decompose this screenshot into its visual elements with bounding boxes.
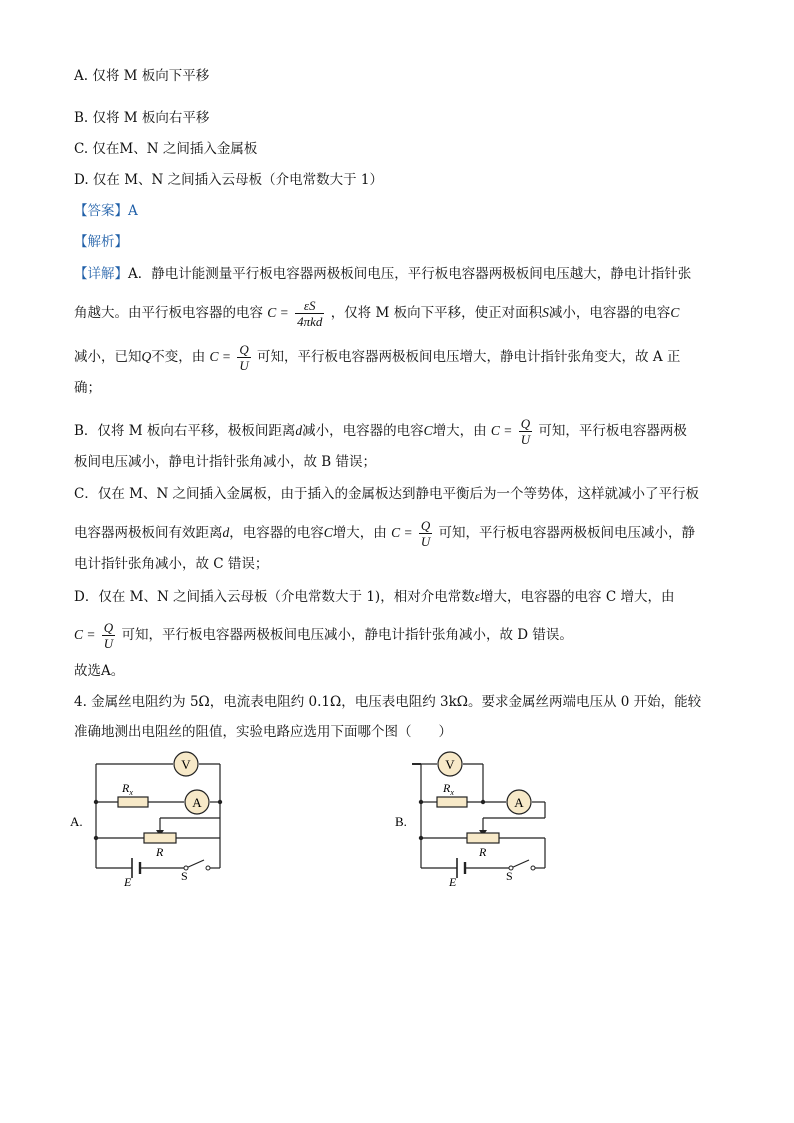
battery-label: E [449,875,457,889]
detail-c-line-3: 电计指针张角减小，故 C 错误； [74,556,269,572]
fraction-numerator: Q [520,416,531,431]
question-4-line-2: 准确地测出电阻丝的阻值，实验电路应选用下面哪个图（ ） [74,724,452,740]
detail-c-line-2 [74,518,695,549]
variable-c: C [670,305,680,320]
capacitance-symbol: C = [391,525,413,540]
detail-d-text-a: D．仅在 M、N 之间插入云母板（介电常数大于 1)，相对介电常数 [74,589,475,605]
detail-c-text-b: ，电容器的电容 [229,525,324,541]
detail-c-line-1: C．仅在 M、N 之间插入金属板，由于插入的金属板达到静电平衡后为一个等势体，这样就减小了平行板 [74,486,700,502]
capacitance-symbol: C = [267,305,289,320]
variable-epsilon: ε [474,589,481,604]
switch-label: S [181,869,188,883]
ammeter-label: A [514,795,524,810]
rheostat-icon [144,833,176,843]
detail-line-4: 确； [74,380,101,396]
detail-d-text-c: 可知，平行板电容器两极板间电压减小，静电计指针张角减小，故 D 错误。 [121,627,573,643]
detail-text-3a: 减小，已知 [74,349,142,365]
option-a: A. 仅将 M 板向下平移 [74,68,210,84]
detail-line-1 [74,264,691,284]
variable-s: S [542,305,549,320]
variable-d: d [295,423,303,438]
detail-d-line-2 [74,620,573,651]
circuit-a-label: A. [70,814,83,829]
detail-text-3b: 不变，由 [151,349,206,365]
variable-q: Q [141,349,152,364]
circuit-b-label: B. [395,814,407,829]
answer-label: 【答案】 [74,203,128,219]
rheostat-label: R [479,845,487,859]
detail-text-1: A．静电计能测量平行板电容器两极板间电压，平行板电容器两极板间电压越大，静电计指针张 [128,266,692,282]
resistor-rx-icon [118,797,148,807]
capacitance-symbol: C = [490,423,513,438]
detail-line-2 [74,298,679,329]
variable-c: C [423,423,433,438]
q-over-u-formula [237,342,250,373]
resistor-rx-icon [437,797,467,807]
detail-b-text-b: 减小，电容器的电容 [302,423,424,439]
fraction-denominator: U [103,636,114,651]
answer-value: A [128,203,138,219]
detail-d-text-b: 增大，电容器的电容 C 增大，由 [480,589,675,605]
fraction-denominator: U [420,534,431,549]
detail-d-line-1 [74,587,674,607]
battery-label: E [124,875,132,889]
fraction-denominator: 4πkd [297,314,323,329]
analysis-label: 【解析】 [74,234,128,250]
voltmeter-label: V [181,757,191,772]
fraction-numerator: εS [295,298,324,314]
q-over-u-formula [519,416,532,447]
detail-text-2c: 减小，电容器的电容 [548,305,671,321]
ammeter-label: A [192,795,202,810]
capacitance-symbol: C = [74,627,96,642]
option-d: D. 仅在 M、N 之间插入云母板（介电常数大于 1） [74,172,384,188]
detail-b-line-1 [74,416,687,447]
resistor-rx-label: $R_x$ [443,781,454,797]
detail-label: 【详解】 [74,266,128,282]
capacitance-symbol: C = [209,349,232,364]
circuit-b [393,748,563,894]
fraction-denominator: U [520,432,531,447]
resistor-rx-label: $R_x$ [122,781,133,797]
detail-b-text-c: 增大，由 [432,423,487,439]
option-c: C. 仅在M、N 之间插入金属板 [74,141,258,157]
variable-c: C [323,525,333,540]
detail-b-text-d: 可知，平行板电容器两极 [538,423,687,439]
detail-line-3 [74,342,680,373]
detail-text-2b: ，仅将 M 板向下平移，使正对面积 [330,305,543,321]
capacitance-formula [295,298,324,329]
voltmeter-label: V [445,757,455,772]
detail-c-text-a: 电容器两极板间有效距离 [74,525,223,541]
answer-line [74,201,138,221]
detail-c-text-c: 增大，由 [332,525,387,541]
detail-b-line-2: 板间电压减小，静电计指针张角减小，故 B 错误； [74,454,377,470]
circuit-a [68,748,238,894]
rheostat-label: R [156,845,164,859]
fraction-numerator: Q [103,620,114,635]
variable-d: d [222,525,230,540]
final-choice: 故选A。 [74,663,125,679]
fraction-denominator: U [239,358,249,373]
fraction-numerator: Q [420,518,431,533]
switch-label: S [506,869,513,883]
detail-b-text-a: B．仅将 M 板向右平移，极板间距离 [74,423,296,439]
question-4-line-1: 4. 金属丝电阻约为 5Ω，电流表电阻约 0.1Ω，电压表电阻约 3kΩ。要求金属丝两端电压从 0 开始，能较 [74,694,702,710]
detail-c-text-d: 可知，平行板电容器两极板间电压减小，静 [438,525,696,541]
rheostat-icon [467,833,499,843]
fraction-numerator: Q [239,342,249,357]
option-b: B. 仅将 M 板向右平移 [74,110,210,126]
q-over-u-formula [102,620,115,651]
q-over-u-formula [419,518,432,549]
detail-text-3c: 可知，平行板电容器两极板间电压增大，静电计指针张角变大，故 A 正 [257,349,681,365]
detail-text-2a: 角越大。由平行板电容器的电容 [74,305,263,321]
